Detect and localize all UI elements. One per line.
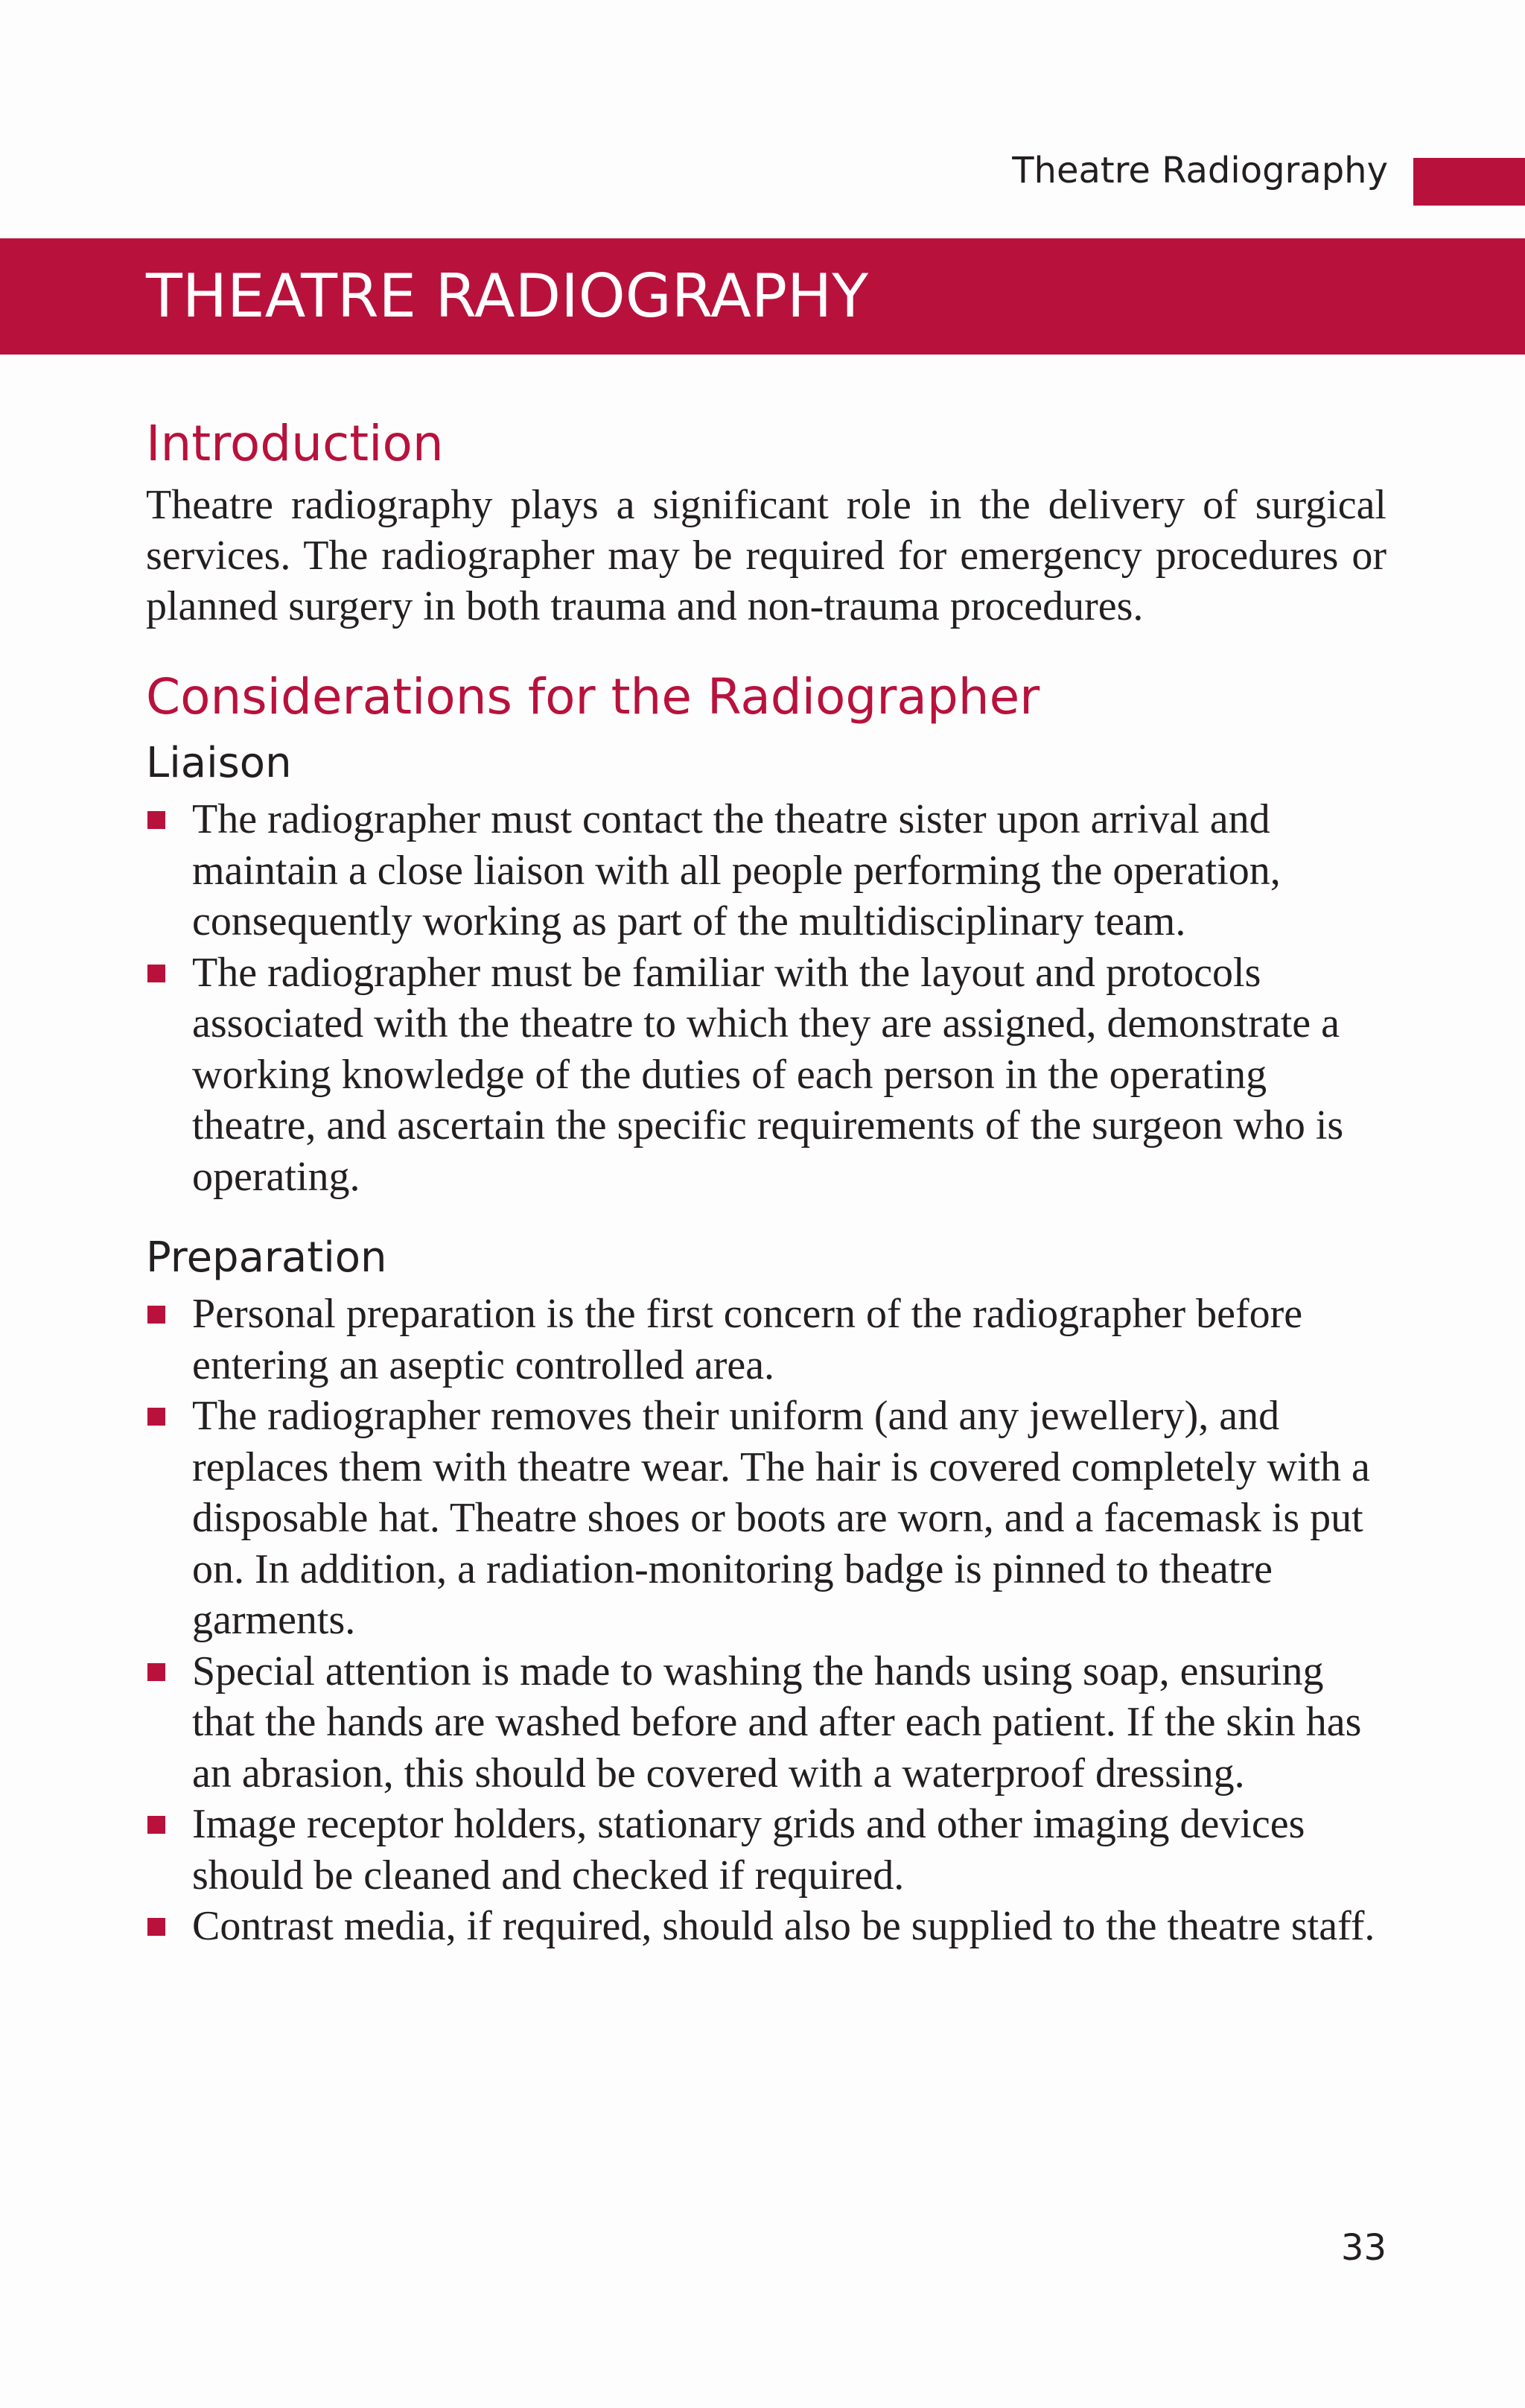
list-item-text: The radiographer removes their uniform (and any jewellery), and replaces them with theatre wear. The hair is covered completely with a disposable hat. Theatre shoes or boots are worn, and a facemask is put on. In addition, a radiation-monitoring badge is pinned to theatre garments. — [192, 1393, 1370, 1643]
square-bullet-icon — [147, 1306, 165, 1324]
list-item-text: Image receptor holders, stationary grids and other imaging devices should be cleaned and checked if required. — [192, 1801, 1305, 1899]
list-item-text: The radiographer must be familiar with the layout and protocols associated with the theatre to which they are assigned, demonstrate a working knowledge of the duties of each person in the operating theatre, and ascertain the specific requirements of the surgeon who is operating. — [192, 949, 1344, 1200]
list-item — [146, 1799, 1386, 1901]
list-item-text: Contrast media, if required, should also be supplied to the theatre staff. — [192, 1903, 1375, 1949]
list-item — [146, 1646, 1386, 1799]
page-content — [146, 408, 1386, 1952]
list-item — [146, 1901, 1386, 1952]
considerations-heading: Considerations for the Radiographer — [146, 668, 1040, 725]
preparation-list — [146, 1289, 1386, 1952]
page-number: 33 — [1340, 2227, 1386, 2269]
square-bullet-icon — [147, 965, 165, 982]
list-item-text: Special attention is made to washing the hands using soap, ensuring that the hands are washed before and after each patient. If the skin has an abrasion, this should be covered with a waterproof dressing. — [192, 1648, 1362, 1797]
square-bullet-icon — [147, 811, 165, 829]
list-item-text: Personal preparation is the first concern of the radiographer before entering an aseptic controlled area. — [192, 1291, 1303, 1388]
liaison-list — [146, 794, 1386, 1202]
liaison-heading: Liaison — [146, 739, 292, 787]
introduction-heading: Introduction — [146, 415, 444, 472]
running-head-tab — [1413, 158, 1525, 206]
list-item — [146, 1289, 1386, 1391]
square-bullet-icon — [147, 1663, 165, 1681]
list-item — [146, 947, 1386, 1203]
square-bullet-icon — [147, 1408, 165, 1426]
running-head: Theatre Radiography — [1012, 150, 1388, 191]
chapter-title: THEATRE RADIOGRAPHY — [146, 261, 869, 331]
list-item-text: The radiographer must contact the theatre sister upon arrival and maintain a close liaison with all people performing the operation, consequently working as part of the multidisciplinary team. — [192, 796, 1281, 944]
introduction-paragraph: Theatre radiography plays a significant role in the delivery of surgical services. The radiographer may be required for emergency procedures or planned surgery in both trauma and non-trauma procedures. — [146, 482, 1386, 629]
list-item — [146, 794, 1386, 947]
square-bullet-icon — [147, 1816, 165, 1834]
list-item — [146, 1391, 1386, 1646]
square-bullet-icon — [147, 1918, 165, 1936]
chapter-band — [0, 238, 1525, 355]
preparation-heading: Preparation — [146, 1233, 387, 1282]
